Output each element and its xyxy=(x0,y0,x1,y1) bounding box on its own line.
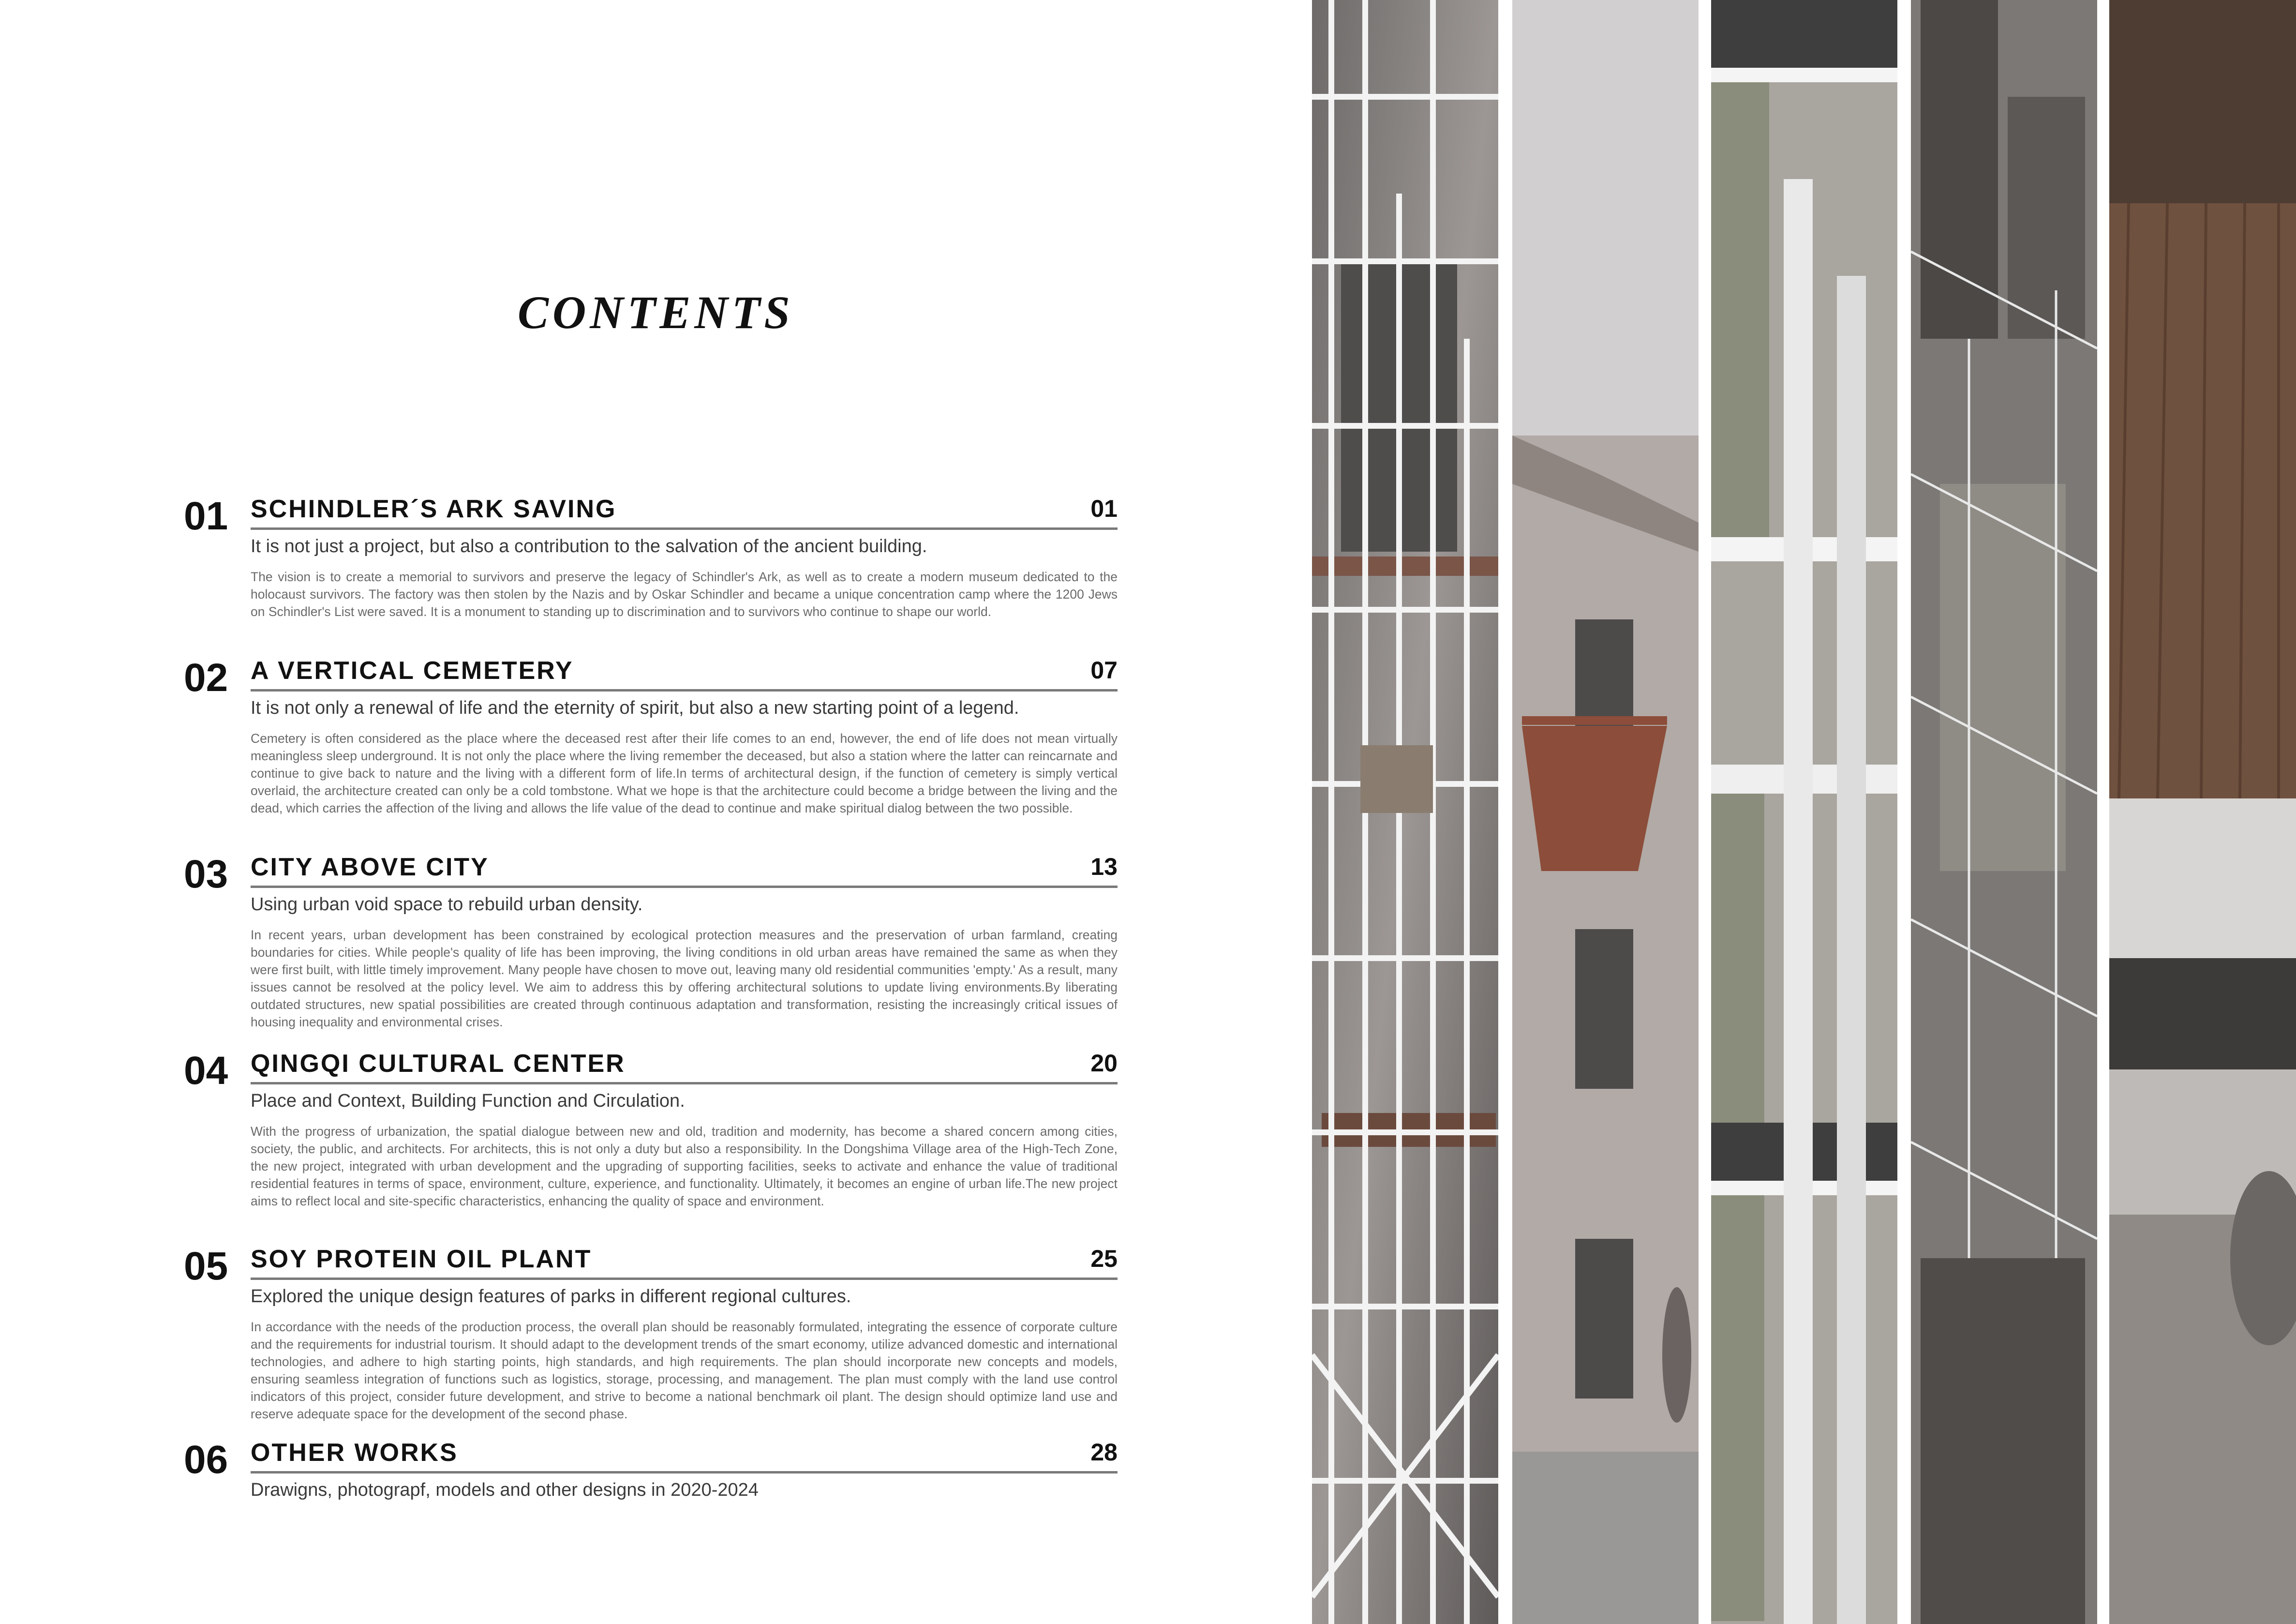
strip-glass-structure xyxy=(1911,0,2097,1624)
strip-brick-building xyxy=(1512,0,1699,1624)
strip-wood-landscape xyxy=(2109,0,2296,1624)
lattice-facade-image xyxy=(1312,0,1498,1624)
entry-page-number: 20 xyxy=(1090,1050,1118,1077)
entry-title[interactable]: SOY PROTEIN OIL PLANT xyxy=(251,1245,592,1273)
strip-white-columns xyxy=(1711,0,1897,1624)
entry-page-number: 25 xyxy=(1090,1245,1118,1272)
entry-page-number: 01 xyxy=(1090,495,1118,522)
entry-subtitle: It is not just a project, but also a contribution to the salvation of the ancient building. xyxy=(251,536,927,556)
entry-description: In accordance with the needs of the production process, the overall plan should be reasonably formulated, integrating the essence of corporate culture and the requirements for industrial tourism. It should adapt to the development trends of the smart economy, utilize advanced domestic and international technologies, and adhere to high starting points, high standards, and high requirements. The plan should incorporate new concepts and models, ensuring seamless integration of functions such as logistics, storage, processing, and management. The plan must comply with the land use control indicators of this project, consider future development, and strive to become a national benchmark oil plant. The design should optimize land use and reserve adequate space for the development of the second phase. xyxy=(251,1320,1118,1421)
strip-lattice-facade xyxy=(1312,0,1498,1624)
entry-subtitle: Using urban void space to rebuild urban density. xyxy=(251,894,643,915)
entry-number: 04 xyxy=(184,1049,228,1093)
entry-title[interactable]: CITY ABOVE CITY xyxy=(251,853,489,881)
white-columns-image xyxy=(1711,0,1897,1624)
entry-description: In recent years, urban development has been constrained by ecological protection measures and the preservation of urban farmland, creating boundaries for cities. While people's quality of life has been improving, the living conditions in old urban areas have remained the same as when they were first built, with little timely improvement. Many people have chosen to move out, leaving many old residential communities 'empty.' As a result, many issues cannot be resolved at the policy level. We aim to address this by offering architectural solutions to update living environments.By liberating outdated structures, new spatial possibilities are created through continuous adaptation and transformation, resisting the increasingly critical issues of housing inequality and environmental crises. xyxy=(251,928,1118,1029)
wood-landscape-image xyxy=(2109,0,2296,1624)
entry-subtitle: Explored the unique design features of parks in different regional cultures. xyxy=(251,1286,851,1307)
entry-description: With the progress of urbanization, the spatial dialogue between new and old, tradition and modernity, has become a shared concern among cities, society, the public, and architects. For architects, this is not only a duty but also a responsibility. In the Dongshima Village area of the High-Tech Zone, the new project, integrated with urban development and the upgrading of supporting facilities, seeks to activate and enhance the value of traditional residential features in terms of space, environment, culture, experience, and functionality. Ultimately, it becomes an engine of urban life.The new project aims to reflect local and site-specific characteristics, enhancing the quality of space and environment. xyxy=(251,1124,1118,1208)
entry-number: 01 xyxy=(184,494,228,538)
entry-subtitle: It is not only a renewal of life and the eternity of spirit, but also a new starting point of a legend. xyxy=(251,698,1019,718)
entry-number: 05 xyxy=(184,1244,228,1288)
entry-number: 02 xyxy=(184,656,228,700)
entry-title[interactable]: SCHINDLER´S ARK SAVING xyxy=(251,495,617,523)
entry-page-number: 13 xyxy=(1090,853,1118,880)
entry-subtitle: Drawigns, photograpf, models and other designs in 2020-2024 xyxy=(251,1480,759,1500)
glass-structure-image xyxy=(1911,0,2097,1624)
entry-subtitle: Place and Context, Building Function and Circulation. xyxy=(251,1091,685,1111)
entry-number: 06 xyxy=(184,1438,228,1482)
entry-title[interactable]: A VERTICAL CEMETERY xyxy=(251,657,574,685)
entry-title[interactable]: QINGQI CULTURAL CENTER xyxy=(251,1050,626,1078)
entry-description: The vision is to create a memorial to survivors and preserve the legacy of Schindler's Ark, as well as to create a modern museum dedicated to the holocaust survivors. The factory was then stolen by the Nazis and by Oskar Schindler and became a unique concentration camp where the 1200 Jews on Schindler's List were saved. It is a monument to standing up to discrimination and to survivors who continue to shape our world. xyxy=(251,570,1118,619)
entry-title[interactable]: OTHER WORKS xyxy=(251,1439,458,1467)
brick-building-image xyxy=(1512,0,1699,1624)
entry-page-number: 28 xyxy=(1090,1439,1118,1466)
entry-description: Cemetery is often considered as the place where the deceased rest after their life comes to an end, however, the end of life does not mean virtually meaningless sleep underground. It is not only the place where the living remember the deceased, but also a station where the latter can reincarnate and continue to give back to nature and the living with a different form of life.In terms of architectural design, if the function of cemetery is simply vertical overlaid, the architecture created can only be a cold tombstone. What we hope is that the architecture could become a bridge between the living and the dead, which carries the affection of the living and allows the life value of the dead to continue and make spiritual dialog between the two possible. xyxy=(251,731,1118,815)
page-title: CONTENTS xyxy=(518,286,794,338)
entry-number: 03 xyxy=(184,852,228,896)
entry-page-number: 07 xyxy=(1090,657,1118,684)
